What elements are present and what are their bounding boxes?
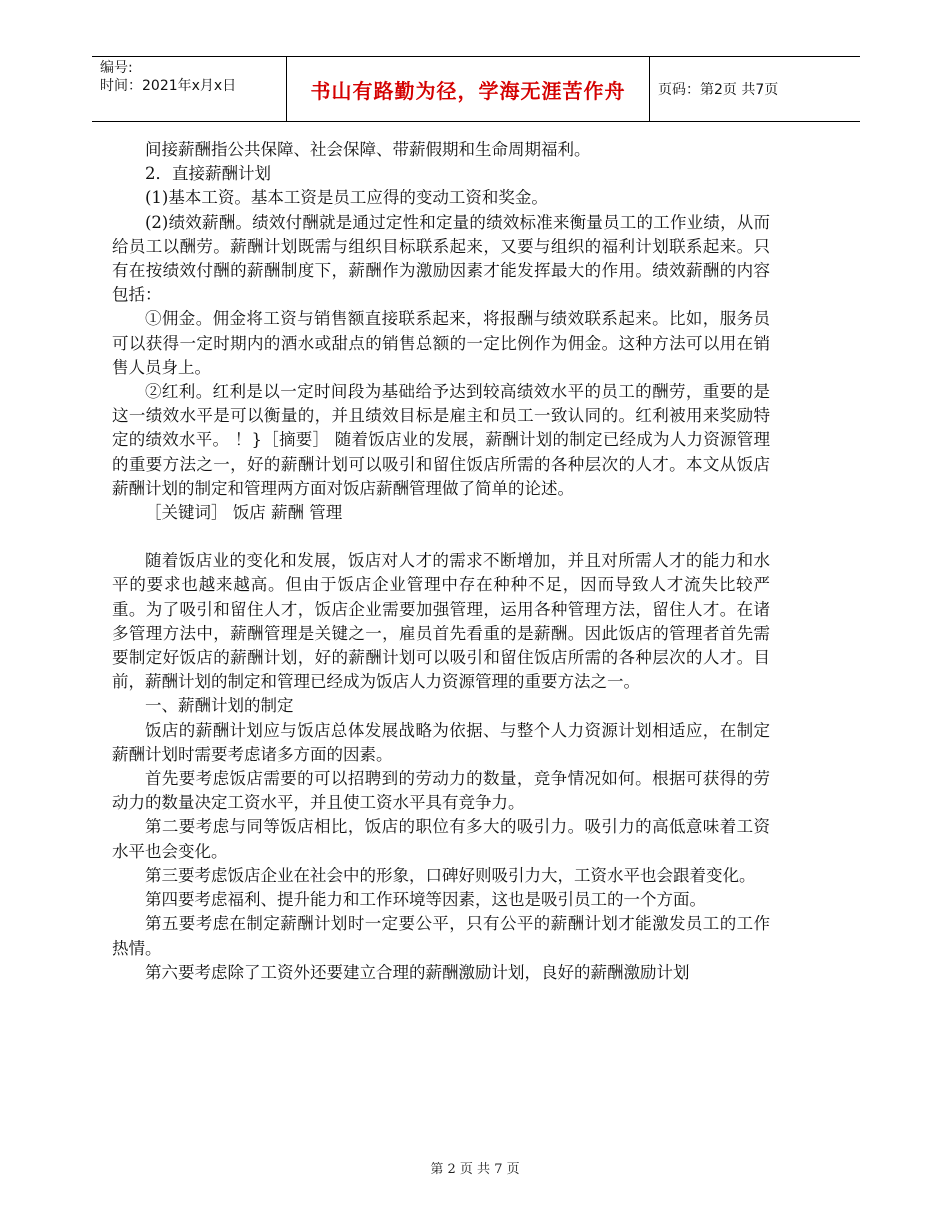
- header-motto-cell: [286, 57, 650, 121]
- keywords: ［关键词］ 饭店 薪酬 管理: [145, 503, 343, 523]
- paragraph: 饭店的薪酬计划应与饭店总体发展战略为依据、与整个人力资源计划相适应，在制定薪酬计划时需要考虑诸多方面的因素。: [112, 720, 770, 764]
- paragraph: 第二要考虑与同等饭店相比，饭店的职位有多大的吸引力。吸引力的高低意味着工资水平也会变化。: [112, 817, 770, 861]
- paragraph-gap: [112, 525, 770, 549]
- document-number-label: 编号:: [100, 60, 133, 76]
- header-meta: [100, 57, 286, 121]
- paragraph: (1)基本工资。基本工资是员工应得的变动工资和奖金。: [145, 188, 548, 208]
- page-footer: 第 2 页 共 7 页: [430, 1162, 520, 1177]
- paragraph: ①佣金。佣金将工资与销售额直接联系起来，将报酬与绩效联系起来。比如，服务员可以获得一定时期内的酒水或甜点的销售总额的一定比例作为佣金。这种方法可以用在销售人员身上。: [112, 309, 770, 377]
- header-page-info: 页码：第2页 共7页: [658, 82, 779, 98]
- page-header: [92, 56, 860, 122]
- section-heading: 一、薪酬计划的制定: [145, 696, 294, 716]
- paragraph: 第六要考虑除了工资外还要建立合理的薪酬激励计划，良好的薪酬激励计划: [145, 962, 690, 982]
- paragraph: 间接薪酬指公共保障、社会保障、带薪假期和生命周期福利。: [145, 140, 591, 159]
- paragraph: 随着饭店业的变化和发展，饭店对人才的需求不断增加，并且对所需人才的能力和水平的要求也越来越高。但由于饭店企业管理中存在种种不足，因而导致人才流失比较严重。为了吸引和留住人才，饭店企业需要加强管理，运用各种管理方法，留住人才。在诸多管理方法中，薪酬管理是关键之一，雇员首先看重的是薪酬。因此饭店的管理者首先需要制定好饭店的薪酬计划，好的薪酬计划可以吸引和留住饭店所需的各种层次的人才。目前，薪酬计划的制定和管理已经成为饭店人力资源管理的重要方法之一。: [112, 551, 770, 692]
- paragraph: 首先要考虑饭店需要的可以招聘到的劳动力的数量，竞争情况如何。根据可获得的劳动力的数量决定工资水平，并且使工资水平具有竞争力。: [112, 769, 770, 813]
- document-body: [112, 138, 770, 985]
- paragraph: (2)绩效薪酬。绩效付酬就是通过定性和定量的绩效标准来衡量员工的工作业绩，从而给员工以酬劳。薪酬计划既需与组织目标联系起来，又要与组织的福利计划联系起来。只有在按绩效付酬的薪酬制度下，薪酬作为激励因素才能发挥最大的作用。绩效薪酬的内容包括：: [112, 212, 770, 305]
- paragraph: 第四要考虑福利、提升能力和工作环境等因素，这也是吸引员工的一个方面。: [145, 890, 706, 910]
- paragraph: ②红利。红利是以一定时间段为基础给予达到较高绩效水平的员工的酬劳，重要的是这一绩效水平是可以衡量的，并且绩效目标是雇主和员工一致认同的。红利被用来奖励特定的绩效水平。 ！}［摘要］ 随着饭店业的发展，薪酬计划的制定已经成为人力资源管理的重要方法之一，好的薪酬计划可以吸引和留住饭店所需的各种层次的人才。本文从饭店薪酬计划的制定和管理两方面对饭店薪酬管理做了简单的论述。: [112, 382, 770, 498]
- document-time-label: 时间：2021年x月x日: [100, 78, 237, 94]
- paragraph: 第五要考虑在制定薪酬计划时一定要公平，只有公平的薪酬计划才能激发员工的工作热情。: [112, 914, 770, 958]
- paragraph: 第三要考虑饭店企业在社会中的形象，口碑好则吸引力大，工资水平也会跟着变化。: [145, 865, 756, 885]
- section-heading: 2．直接薪酬计划: [145, 164, 271, 184]
- header-motto: 书山有路勤为径，学海无涯苦作舟: [310, 78, 626, 103]
